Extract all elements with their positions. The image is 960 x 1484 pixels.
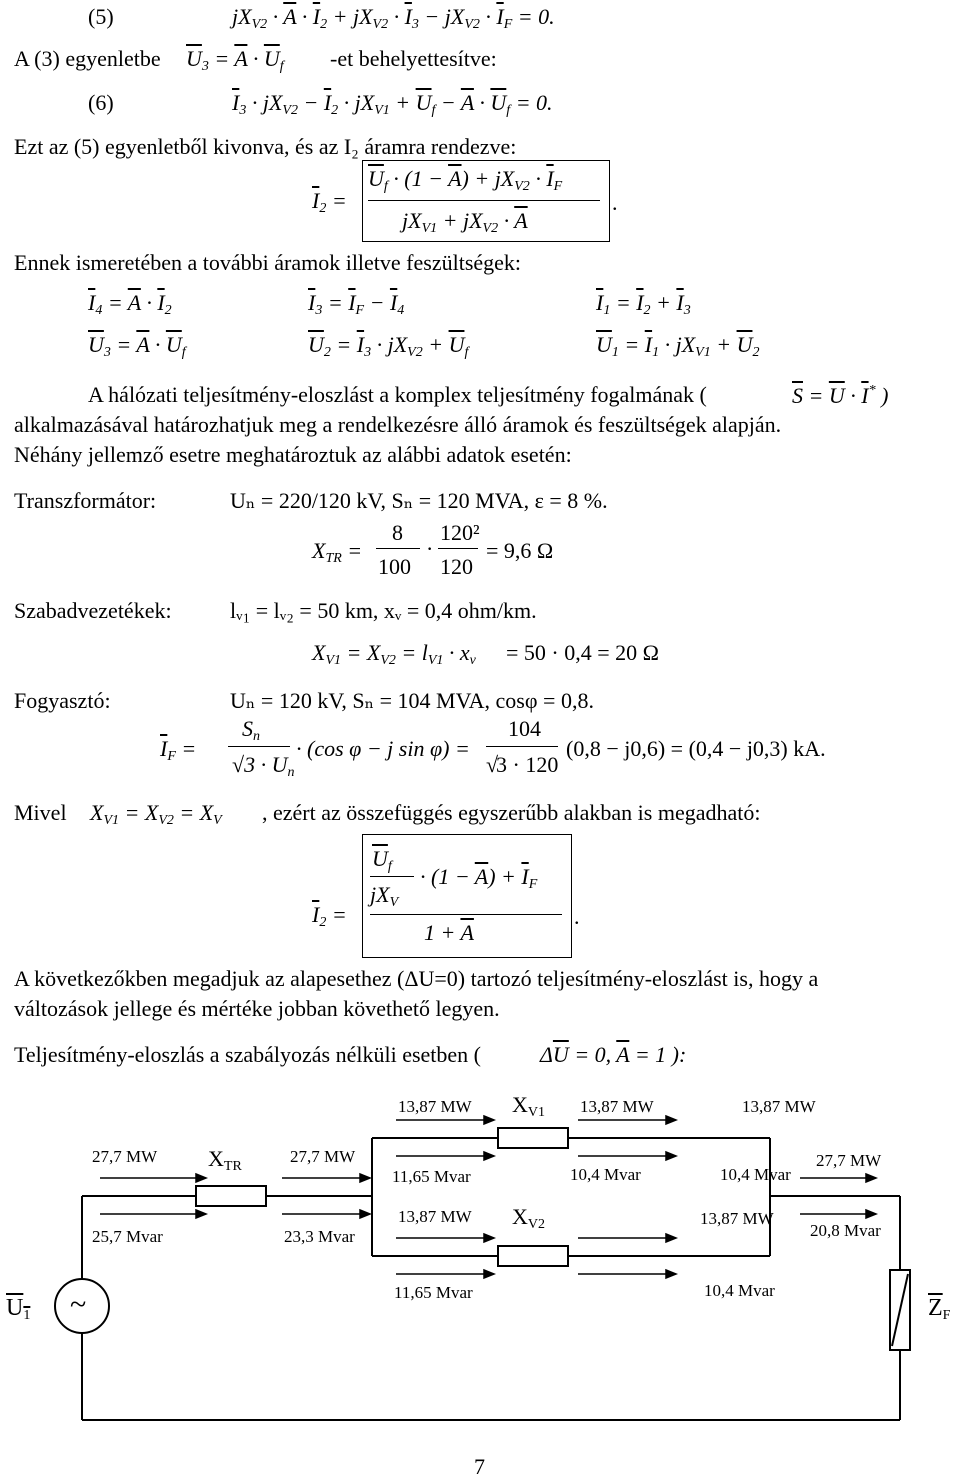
load-params: Uₙ = 120 kV, Sₙ = 104 MVA, cosφ = 0,8.: [230, 688, 594, 713]
if-sqrt: √: [486, 752, 499, 777]
xtr-num2: 120²: [440, 520, 480, 545]
tr-p: 27,7 MW: [290, 1147, 356, 1166]
xtr-den2: 120: [440, 554, 473, 579]
src-q: 25,7 Mvar: [92, 1227, 163, 1246]
v1-p-out: 13,87 MW: [580, 1097, 654, 1116]
mivel: Mivel: [14, 800, 67, 825]
v1-q-out: 10,4 Mvar: [570, 1165, 641, 1184]
zf-label: $\overline{Z}_F$: [928, 1295, 951, 1323]
u1-relation: $\overline{U}_1 = \overline{I}_1 \cdot jX_{V1} + \overline{U}_2$: [596, 332, 760, 360]
i2s-den: $1 + \overline{A}$: [424, 920, 474, 945]
eq5-label: (5): [88, 4, 114, 29]
if-cos-sin: · (cos φ − j sin φ) =: [296, 736, 470, 761]
transformer-params: Uₙ = 220/120 kV, Sₙ = 120 MVA, ε = 8 %.: [230, 488, 608, 513]
v1-p-end: 13,87 MW: [742, 1097, 816, 1116]
xtr-num1: 8: [392, 520, 403, 545]
dist-text: Teljesítmény-eloszlás a szabályozás nélküli esetben (: [14, 1042, 482, 1067]
next-text-2: változások jellege és mértéke jobban követhető legyen.: [14, 996, 500, 1021]
v1-q-in: 11,65 Mvar: [392, 1167, 471, 1186]
xtr-dot: ·: [426, 536, 434, 561]
xv-result: = 50 · 0,4 = 20 Ω: [506, 640, 659, 665]
i2s-uf: $\overline{U}_f$: [372, 846, 392, 874]
xv2-label: $X_{V2}$: [512, 1204, 546, 1232]
xtr-den1: 100: [378, 554, 411, 579]
complex-power-formula: $\overline{S} = \overline{U} \cdot \overline{I}^*$ ): [792, 383, 889, 408]
tr-q: 23,3 Mvar: [284, 1227, 355, 1246]
i2s-lhs: $\overline{I}_2$ =: [312, 902, 347, 930]
xv1-label: $X_{V1}$: [512, 1092, 546, 1120]
i2s-rest: · $(1 - \overline{A}) + \overline{I}_F$: [420, 864, 538, 892]
u2-relation: $\overline{U}_2 = \overline{I}_3 \cdot jX_{V2} + \overline{U}_f$: [308, 332, 469, 360]
dist-cond: $\Delta\overline{U} = 0$, $\overline{A} = 1$ ):: [540, 1042, 687, 1067]
xtr-box: [196, 1186, 266, 1206]
i3-relation: $\overline{I}_3 = \overline{I}_F - \overline{I}_4$: [308, 290, 405, 318]
if-lhs: $\overline{I}_F$ =: [160, 736, 197, 764]
i4-relation: $\overline{I}_4 = \overline{A} \cdot \overline{I}_2$: [88, 290, 172, 318]
v2-p-out: 13,87 MW: [700, 1209, 774, 1228]
xv-equal: $X_{V1} = X_{V2} = X_V$: [90, 800, 222, 828]
substitution-intro: A (3) egyenletbe: [14, 46, 161, 71]
lines-params: lᵥ₁ = lᵥ₂ = 50 km, xᵥ = 0,4 ohm/km.: [230, 598, 537, 623]
if-num-sn: $S_n$: [242, 716, 260, 744]
xtr-label: $X_{TR}$: [208, 1146, 242, 1174]
derive-text: Ezt az (5) egyenletből kivonva, és az I₂ áramra rendezve:: [14, 134, 517, 159]
xtr-symbol: $X_{TR}$ =: [312, 538, 363, 566]
xv-symbol: $X_{V1} = X_{V2} = l_{V1} \cdot x_v$: [312, 640, 476, 668]
page-number: 7: [474, 1454, 485, 1479]
lines-label: Szabadvezetékek:: [14, 598, 172, 623]
eq6-body: $\overline{I}_3 \cdot jX_{V2} - \overline{I}_2 \cdot jX_{V1} + \overline{U}_f - \overline{A} \cdot \overline{U}_f = 0$.: [232, 90, 553, 118]
v1-p-in: 13,87 MW: [398, 1097, 472, 1116]
load-q: 20,8 Mvar: [810, 1221, 881, 1240]
substitution-formula: $\overline{U}_3 = \overline{A} \cdot \overline{U}_f$: [186, 46, 284, 74]
eq5-body: $jX_{V2} \cdot \overline{A} \cdot \overline{I}_2 + jX_{V2} \cdot \overline{I}_3 - jX_{V2} \cdot \overline{I}_F = 0$.: [232, 4, 555, 32]
u3-relation: $\overline{U}_3 = \overline{A} \cdot \overline{U}_f$: [88, 332, 186, 360]
if-num: 104: [508, 716, 541, 741]
load-p: 27,7 MW: [816, 1151, 882, 1170]
if-den: 3 · 120: [496, 752, 559, 777]
i2s-jxv: $jX_V$: [370, 882, 399, 910]
xtr-result: = 9,6 Ω: [486, 538, 554, 563]
i1-relation: $\overline{I}_1 = \overline{I}_2 + \overline{I}_3$: [596, 290, 691, 318]
i2s-period: .: [574, 904, 580, 929]
power-text-2: alkalmazásával határozhatjuk meg a rendelkezésre álló áramok és feszültségek alapján.: [14, 412, 782, 437]
xv2-box: [498, 1246, 568, 1266]
v1-q-end: 10,4 Mvar: [720, 1165, 791, 1184]
eq6-label: (6): [88, 90, 114, 115]
src-p: 27,7 MW: [92, 1147, 158, 1166]
load-label: Fogyasztó:: [14, 688, 111, 713]
mivel-after: , ezért az összefüggés egyszerűbb alakban is megadható:: [262, 800, 761, 825]
v2-q-out: 10,4 Mvar: [704, 1281, 775, 1300]
currents-intro: Ennek ismeretében a további áramok illetve feszültségek:: [14, 250, 522, 275]
v2-p-in: 13,87 MW: [398, 1207, 472, 1226]
generator-symbol: ~: [70, 1288, 87, 1321]
v2-q-in: 11,65 Mvar: [394, 1283, 473, 1302]
if-result: (0,8 − j0,6) = (0,4 − j0,3) kA.: [566, 736, 826, 761]
i2-numerator: $\overline{U}_f \cdot (1 - \overline{A}) + jX_{V2} \cdot \overline{I}_F$: [368, 166, 563, 194]
power-text-1: A hálózati teljesítmény-eloszlást a komplex teljesítmény fogalmának (: [88, 382, 707, 407]
transformer-label: Transzformátor:: [14, 488, 157, 513]
if-den-un: $√3 \cdot U_n$: [232, 752, 295, 780]
xv1-box: [498, 1128, 568, 1148]
i2-denominator: $jX_{V1} + jX_{V2} \cdot \overline{A}$: [402, 208, 528, 236]
next-text-1: A következőkben megadjuk az alapesethez (ΔU=0) tartozó teljesítmény-eloszlást is, hogy a: [14, 966, 819, 991]
i2-lhs: $\overline{I}_2$ =: [312, 188, 347, 216]
power-text-3: Néhány jellemző esetre meghatároztuk az alábbi adatok esetén:: [14, 442, 572, 467]
u1-label: $U_1$: [6, 1295, 31, 1323]
substitution-after: -et behelyettesítve:: [330, 46, 497, 71]
i2-period: .: [612, 190, 618, 215]
